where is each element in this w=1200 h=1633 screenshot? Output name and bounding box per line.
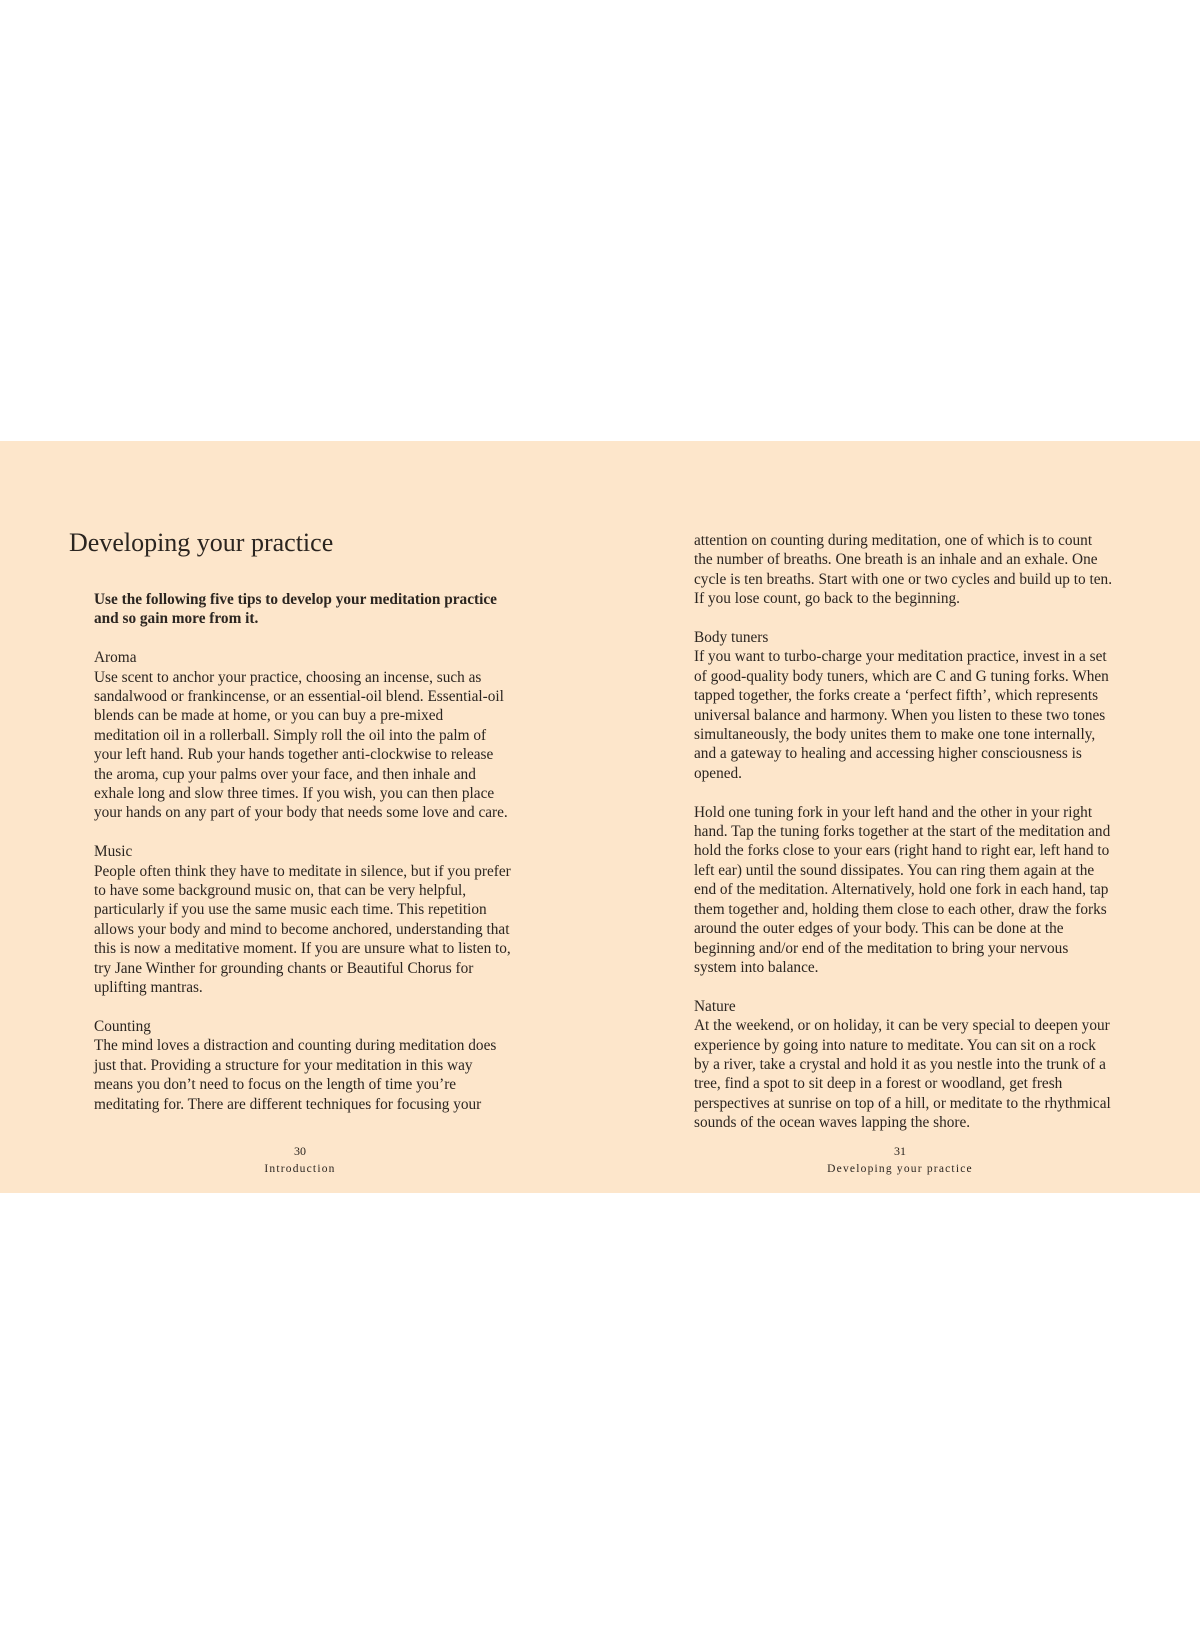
left-page-column: [94, 590, 512, 1114]
section-heading-body-tuners: Body tuners: [694, 629, 769, 647]
running-footer-left: Introduction: [264, 1163, 336, 1175]
right-page-folio: [800, 1143, 1000, 1177]
section-body-counting: The mind loves a distraction and counting during meditation does just that. Providing a structure for your meditation in this way means you don’t need to focus on the length of time you’re meditating for. There are different techniques for focusing your: [94, 1037, 497, 1113]
page-title: Developing your practice: [69, 528, 334, 557]
right-page-column: [694, 531, 1114, 1133]
section-body-body-tuners: If you want to turbo-charge your meditation practice, invest in a set of good-quality body tuners, which are C and G tuning forks. When tapped together, the forks create a ‘perfect fifth’, which represents universal balance and harmony. When you listen to these two tones simultaneously, the body unites them to make one tone internally, and a gateway to healing and accessing higher consciousness is opened.: [694, 648, 1109, 782]
section-heading-aroma: Aroma: [94, 649, 137, 667]
page-number-right: 31: [894, 1144, 906, 1158]
left-page-folio: [200, 1143, 400, 1177]
counting-continuation: attention on counting during meditation, one of which is to count the number of breaths. One breath is an inhale and an exhale. One cycle is ten breaths. Start with one or two cycles and build up to ten. If you lose count, go back to the beginning.: [694, 532, 1113, 608]
running-footer-right: Developing your practice: [827, 1163, 973, 1175]
page-number-left: 30: [294, 1144, 306, 1158]
section-body-body-tuners-2: Hold one tuning fork in your left hand and the other in your right hand. Tap the tuning forks together at the start of the meditation and hold the forks close to your ears (right hand to right ear, left hand to left ear) until the sound dissipates. You can ring them again at the end of the meditation. Alternatively, hold one fork in each hand, tap them together and, holding them close to each other, draw the forks around the outer edges of your body. This can be done at the beginning and/or end of the meditation to bring your nervous system into balance.: [694, 803, 1111, 976]
section-heading-nature: Nature: [694, 997, 736, 1015]
section-heading-music: Music: [94, 843, 133, 861]
intro-paragraph: Use the following five tips to develop your meditation practice and so gain more from it.: [94, 591, 497, 628]
section-body-music: People often think they have to meditate in silence, but if you prefer to have some background music on, that can be very helpful, particularly if you use the same music each time. This repetition allows your body and mind to become anchored, understanding that this is now a meditative moment. If you are unsure what to listen to, try Jane Winther for grounding chants or Beautiful Chorus for uplifting mantras.: [94, 862, 511, 997]
section-body-nature: At the weekend, or on holiday, it can be very special to deepen your experience by going into nature to meditate. You can sit on a rock by a river, take a crystal and hold it as you nestle into the trunk of a tree, find a spot to sit deep in a forest or woodland, get fresh perspectives at sunrise on top of a hill, or meditate to the rhythmical sounds of the ocean waves lapping the shore.: [694, 1017, 1111, 1132]
section-body-aroma: Use scent to anchor your practice, choosing an incense, such as sandalwood or frankincense, or an essential-oil blend. Essential-oil blends can be made at home, or you can buy a pre-mixed meditation oil in a rollerball. Simply roll the oil into the palm of your left hand. Rub your hands together anti-clockwise to release the aroma, cup your palms over your face, and then inhale and exhale long and slow three times. If you wish, you can then place your hands on any part of your body that needs some love and care.: [94, 668, 508, 822]
section-heading-counting: Counting: [94, 1017, 151, 1035]
